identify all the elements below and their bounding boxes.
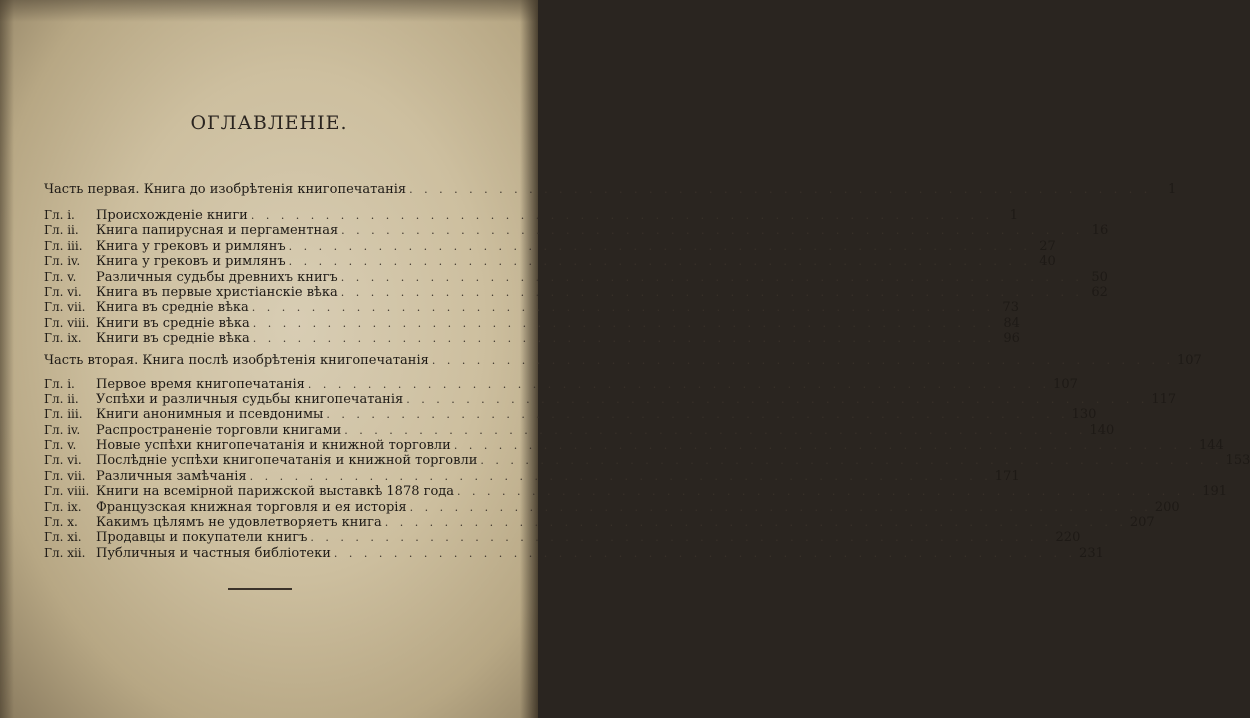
chapter-title: Распространеніе торговли книгами [96,422,342,438]
chapter-title: Послѣдніе успѣхи книгопечатанія и книжной торговли [96,453,478,469]
leader-dots [326,407,1068,422]
toc-row [44,331,1020,347]
page-number: 27 [1039,238,1056,254]
toc-row [44,300,1019,316]
page-number: 144 [1199,438,1224,454]
chapter-title: Успѣхи и различныя судьбы книгопечатанія [96,391,404,407]
page-title: ОГЛАВЛЕНІЕ. [190,112,348,134]
chapter-title: Книга въ первые христіанскіе вѣка [96,284,338,300]
page-number: 1 [1168,182,1177,197]
part-title: Часть первая. Книга до изобрѣтенія книгопечатанія [44,182,407,197]
chapter-title: Книга папирусная и пергаментная [96,223,339,239]
leader-dots [406,392,1148,407]
chapter-number: Гл. v. [44,269,77,284]
chapter-title: Происхожденіе книги [96,208,248,223]
toc-row [44,238,1056,254]
toc-row [44,453,1250,469]
chapter-title: Французская книжная торговля и ея исторія [96,499,407,515]
toc-row [44,208,1018,223]
page-number: 153 [1225,453,1250,469]
toc-row [44,422,1115,438]
leader-dots [341,223,1083,238]
part-title: Часть вторая. Книга послѣ изобрѣтенія книгопечатанія [44,352,429,368]
leader-dots [253,331,995,346]
chapter-number: Гл. ii. [44,223,79,238]
page-number: 191 [1202,484,1228,500]
leader-dots [457,484,1199,499]
part-two-entry [44,351,1202,371]
chapter-number: Гл. ix. [44,499,82,514]
leader-dots [289,239,1031,254]
toc-row [44,438,1224,454]
chapter-number: Гл. vi. [44,284,82,299]
page-number: 220 [1055,530,1081,546]
chapter-title: Книги въ средніе вѣка [96,315,250,331]
leader-dots [253,316,995,331]
leader-dots [409,180,1151,200]
page-shadow-left [0,0,14,718]
page-number: 62 [1091,284,1108,300]
leader-dots [334,546,1076,561]
chapter-number: Гл. vii. [44,468,86,483]
page-number: 96 [1003,331,1020,347]
chapter-number: Гл. iii. [44,407,83,422]
chapter-number: Гл. i. [44,376,75,391]
leader-dots [308,377,1050,392]
toc-row [44,484,1228,500]
leader-dots [252,300,994,315]
leader-dots [251,208,993,223]
chapter-title: Книга у грековъ и римлянъ [96,254,286,270]
leader-dots [250,469,992,484]
toc-row [44,284,1108,300]
page-number: 50 [1091,269,1108,285]
chapter-number: Гл. vi. [44,453,82,468]
page-number: 200 [1154,499,1180,515]
page-number: 1 [1009,208,1018,223]
chapter-title: Книга у грековъ и римлянъ [96,238,286,254]
chapter-number: Гл. viii. [44,315,90,330]
chapter-title: Первое время книгопечатанія [96,376,305,392]
page-shadow-top [0,0,538,22]
page-number: 107 [1053,376,1078,392]
toc-row [44,515,1155,531]
table-of-contents [44,180,1250,561]
chapter-title: Книги анонимныя и псевдонимы [96,407,324,423]
page-number: 140 [1089,422,1115,438]
toc-row [44,545,1104,561]
chapter-title: Различныя замѣчанія [96,468,247,484]
leader-dots [385,515,1127,530]
chapter-number: Гл. i. [44,208,75,222]
leader-dots [454,438,1196,453]
part-one-entry [44,180,1177,200]
leader-dots [289,254,1031,269]
leader-dots [480,453,1222,468]
chapter-number: Гл. viii. [44,484,90,499]
page-number: 73 [1002,300,1019,316]
chapter-title: Книги въ средніе вѣка [96,331,250,347]
page-number: 84 [1003,315,1020,331]
page-number: 16 [1091,223,1109,239]
chapter-title: Публичныя и частныя библіотеки [96,545,331,561]
chapter-number: Гл. iv. [44,422,81,437]
chapter-title: Продавцы и покупатели книгъ [96,530,308,546]
chapter-title: Какимъ цѣлямъ не удовлетворяетъ книга [96,515,382,531]
page-number: 117 [1151,391,1177,407]
leader-dots [344,423,1086,438]
page-number: 207 [1129,515,1155,531]
chapter-number: Гл. v. [44,438,77,453]
chapter-number: Гл. x. [44,515,78,530]
leader-dots [432,351,1174,371]
toc-row [44,391,1177,407]
chapter-number: Гл. ii. [44,391,79,406]
leader-dots [341,270,1083,285]
toc-row [44,407,1097,423]
page-number: 130 [1071,407,1097,423]
page-number: 107 [1177,352,1202,368]
chapter-number: Гл. xii. [44,545,86,560]
toc-row [44,315,1020,331]
chapter-number: Гл. ix. [44,331,82,346]
chapter-title: Различныя судьбы древнихъ книгъ [96,269,338,285]
page-number: 171 [994,468,1020,484]
chapter-title: Книга въ средніе вѣка [96,300,249,316]
toc-row [44,254,1056,270]
toc-row [44,223,1109,239]
chapter-number: Гл. iv. [44,254,81,269]
page-number: 40 [1039,254,1056,270]
chapter-number: Гл. xi. [44,530,82,545]
leader-dots [410,500,1152,515]
chapter-number: Гл. iii. [44,238,83,253]
toc-row [44,468,1020,484]
leader-dots [341,285,1083,300]
page-number: 231 [1079,545,1104,561]
closing-rule [228,588,292,590]
chapter-number: Гл. vii. [44,300,86,315]
chapter-title: Новые успѣхи книгопечатанія и книжной торговли [96,438,451,454]
toc-row [44,530,1081,546]
toc-row [44,499,1180,515]
toc-row [44,376,1078,392]
leader-dots [310,530,1052,545]
toc-row [44,269,1108,285]
chapter-title: Книги на всемірной парижской выставкѣ 1878 года [96,484,455,500]
